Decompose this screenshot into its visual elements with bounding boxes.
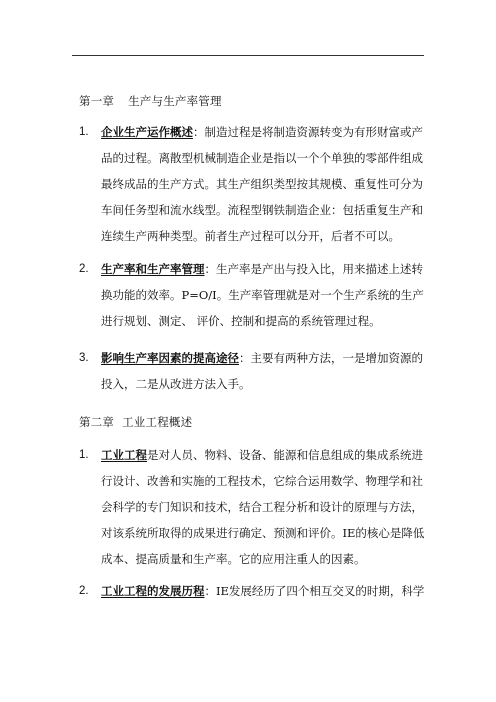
item-text: ：生产率是产出与投入比，用来描述上述转: [204, 262, 423, 276]
item-number: 2.: [79, 585, 89, 597]
item-text: 是对人员、物料、设备、能源和信息组成的集成系统进: [147, 448, 423, 462]
item-line: 对该系统所取得的成果进行确定、预测和评价。IE的核心是降低: [101, 526, 425, 540]
item-number: 1.: [79, 126, 89, 138]
item-number: 3.: [79, 352, 89, 364]
item-line: [101, 345, 423, 371]
item-text: ：制造过程是将制造资源转变为有形财富或产: [193, 125, 423, 139]
item-line: [101, 119, 423, 145]
chapter-2-title: [79, 414, 192, 430]
item-term: 工业工程的发展历程: [101, 584, 205, 598]
header-rule: [72, 55, 424, 56]
chapter-1-title: [79, 93, 222, 109]
chapter-1-heading: 生产与生产率管理: [128, 94, 222, 108]
item-line: 车间任务型和流水线型。流程型钢铁制造企业：包括重复生产和: [101, 203, 423, 217]
item-line: 品的过程。离散型机械制造企业是指以一个个单独的零部件组成: [101, 151, 423, 165]
item-text: ：主要有两种方法，一是增加资源的: [239, 351, 423, 365]
item-line: 连续生产两种类型。前者生产过程可以分开，后者不可以。: [101, 229, 400, 243]
item-line: 投入，二是从改进方法入手。: [101, 377, 251, 391]
chapter-2-number: 第二章: [79, 415, 115, 429]
item-line: [101, 578, 424, 604]
item-text: ：IE发展经历了四个相互交叉的时期，科学: [204, 584, 425, 598]
item-line: 进行规划、测定、 评价、控制和提高的系统管理过程。: [101, 314, 381, 328]
item-line: 成本、提高质量和生产率。它的应用注重人的因素。: [101, 552, 366, 566]
item-term: 生产率和生产率管理: [101, 262, 205, 276]
item-line: [101, 256, 423, 282]
item-number: 1.: [79, 449, 89, 461]
item-line: 最终成品的生产方式。其生产组织类型按其规模、重复性可分为: [101, 177, 423, 191]
item-number: 2.: [79, 263, 89, 275]
item-term: 企业生产运作概述: [101, 125, 193, 139]
chapter-2-heading: 工业工程概述: [122, 415, 193, 429]
item-line: 会科学的专门知识和技术，结合工程分析和设计的原理与方法，: [101, 500, 423, 514]
item-line: 换功能的效率。P=O/I。生产率管理就是对一个生产系统的生产: [101, 288, 424, 302]
chapter-1-number: 第一章: [79, 94, 115, 108]
item-term: 工业工程: [101, 448, 147, 462]
item-term: 影响生产率因素的提高途径: [101, 351, 239, 365]
item-line: [101, 442, 423, 468]
item-line: 行设计、改善和实施的工程技术，它综合运用数学、物理学和社: [101, 474, 423, 488]
